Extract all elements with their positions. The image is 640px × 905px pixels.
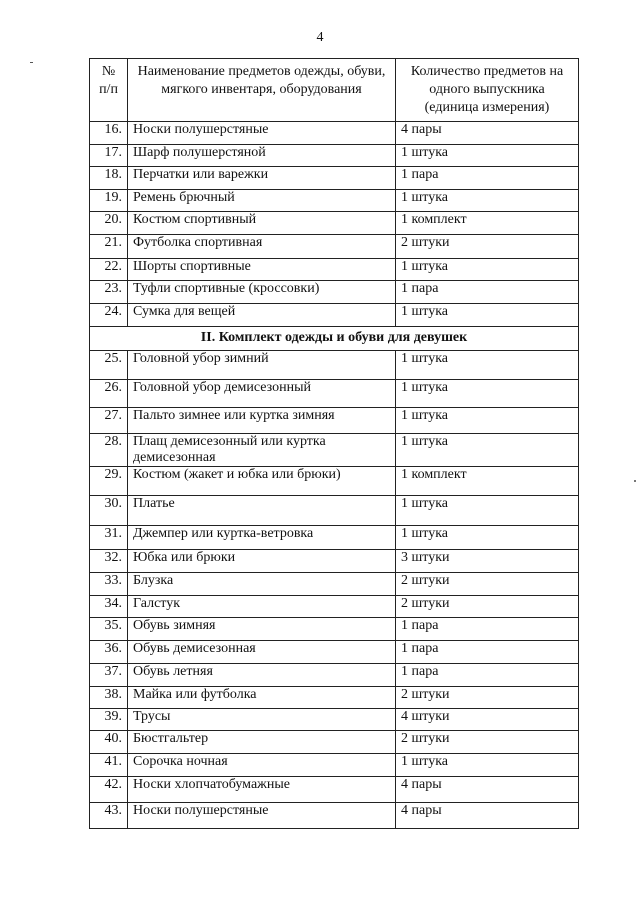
item-name: Майка или футболка [128, 687, 396, 709]
item-qty: 2 штуки [396, 596, 579, 618]
item-name: Юбка или брюки [128, 550, 396, 573]
item-num: 18. [90, 167, 128, 190]
item-qty: 1 штука [396, 408, 579, 434]
item-num: 21. [90, 235, 128, 259]
item-num: 40. [90, 731, 128, 754]
section-title: II. Комплект одежды и обуви для девушек [90, 327, 579, 351]
table-row [90, 122, 579, 145]
item-name: Костюм (жакет и юбка или брюки) [128, 467, 396, 496]
table-row [90, 709, 579, 731]
table-row [90, 190, 579, 212]
clothing-items-table [89, 58, 579, 829]
item-num: 37. [90, 664, 128, 687]
table-row [90, 259, 579, 281]
item-name: Носки хлопчатобумажные [128, 777, 396, 803]
item-qty: 2 штуки [396, 235, 579, 259]
item-name: Носки полушерстяные [128, 803, 396, 829]
table-row [90, 496, 579, 526]
item-qty: 1 штука [396, 526, 579, 550]
item-qty: 1 штука [396, 754, 579, 777]
item-name: Трусы [128, 709, 396, 731]
item-num: 25. [90, 351, 128, 380]
item-name: Платье [128, 496, 396, 526]
item-qty: 1 штука [396, 380, 579, 408]
item-qty: 2 штуки [396, 687, 579, 709]
item-qty: 3 штуки [396, 550, 579, 573]
item-qty: 1 штука [396, 190, 579, 212]
item-qty: 4 штуки [396, 709, 579, 731]
table-row [90, 467, 579, 496]
item-num: 31. [90, 526, 128, 550]
item-num: 29. [90, 467, 128, 496]
scan-mark [30, 62, 33, 63]
table-row [90, 731, 579, 754]
table-row [90, 596, 579, 618]
item-num: 36. [90, 641, 128, 664]
item-num: 23. [90, 281, 128, 304]
item-name: Футболка спортивная [128, 235, 396, 259]
table-row [90, 641, 579, 664]
table-row [90, 803, 579, 829]
table-row [90, 145, 579, 167]
item-num: 16. [90, 122, 128, 145]
table-row [90, 281, 579, 304]
item-qty: 1 комплект [396, 212, 579, 235]
item-name: Головной убор демисезонный [128, 380, 396, 408]
header-qty: Количество предметов на одного выпускника (единица измерения) [396, 59, 579, 122]
item-qty: 1 штука [396, 304, 579, 327]
table-row [90, 573, 579, 596]
item-num: 30. [90, 496, 128, 526]
item-num: 34. [90, 596, 128, 618]
item-name: Галстук [128, 596, 396, 618]
item-qty: 1 пара [396, 664, 579, 687]
item-qty: 1 комплект [396, 467, 579, 496]
table-body [90, 122, 579, 829]
table-row [90, 434, 579, 467]
table-row [90, 526, 579, 550]
table-row [90, 550, 579, 573]
item-num: 20. [90, 212, 128, 235]
item-num: 43. [90, 803, 128, 829]
item-qty: 1 пара [396, 618, 579, 641]
item-qty: 4 пары [396, 803, 579, 829]
item-num: 39. [90, 709, 128, 731]
item-qty: 4 пары [396, 122, 579, 145]
item-num: 28. [90, 434, 128, 467]
table-row [90, 380, 579, 408]
item-num: 42. [90, 777, 128, 803]
table-header-row [90, 59, 579, 122]
item-name: Шарф полушерстяной [128, 145, 396, 167]
header-name: Наименование предметов одежды, обуви, мягкого инвентаря, оборудования [128, 59, 396, 122]
item-name: Сорочка ночная [128, 754, 396, 777]
item-num: 32. [90, 550, 128, 573]
item-qty: 1 штука [396, 259, 579, 281]
table-row [90, 754, 579, 777]
item-name: Бюстгальтер [128, 731, 396, 754]
table-row [90, 618, 579, 641]
table-row [90, 235, 579, 259]
item-qty: 1 штука [396, 145, 579, 167]
item-num: 27. [90, 408, 128, 434]
item-num: 33. [90, 573, 128, 596]
item-name: Сумка для вещей [128, 304, 396, 327]
table-row [90, 304, 579, 327]
item-name: Носки полушерстяные [128, 122, 396, 145]
table-row [90, 777, 579, 803]
item-num: 17. [90, 145, 128, 167]
item-qty: 4 пары [396, 777, 579, 803]
item-qty: 1 штука [396, 434, 579, 467]
item-num: 24. [90, 304, 128, 327]
item-num: 35. [90, 618, 128, 641]
item-qty: 1 штука [396, 351, 579, 380]
item-qty: 1 пара [396, 641, 579, 664]
scan-mark [634, 480, 636, 482]
section-row [90, 327, 579, 351]
item-name: Блузка [128, 573, 396, 596]
item-qty: 1 штука [396, 496, 579, 526]
item-name: Пальто зимнее или куртка зимняя [128, 408, 396, 434]
table-row [90, 408, 579, 434]
item-name: Шорты спортивные [128, 259, 396, 281]
item-name: Джемпер или куртка-ветровка [128, 526, 396, 550]
page-number: 4 [316, 30, 324, 45]
table-row [90, 351, 579, 380]
item-name: Ремень брючный [128, 190, 396, 212]
item-qty: 2 штуки [396, 731, 579, 754]
item-name: Туфли спортивные (кроссовки) [128, 281, 396, 304]
item-num: 22. [90, 259, 128, 281]
item-name: Перчатки или варежки [128, 167, 396, 190]
item-name: Обувь летняя [128, 664, 396, 687]
item-name: Обувь демисезонная [128, 641, 396, 664]
table-row [90, 687, 579, 709]
item-qty: 2 штуки [396, 573, 579, 596]
item-qty: 1 пара [396, 167, 579, 190]
header-num: № п/п [90, 59, 128, 122]
table-row [90, 212, 579, 235]
item-name: Головной убор зимний [128, 351, 396, 380]
item-qty: 1 пара [396, 281, 579, 304]
item-name: Костюм спортивный [128, 212, 396, 235]
table-row [90, 167, 579, 190]
item-num: 41. [90, 754, 128, 777]
item-name: Обувь зимняя [128, 618, 396, 641]
item-num: 19. [90, 190, 128, 212]
item-name: Плащ демисезонный или куртка демисезонная [128, 434, 396, 467]
item-num: 26. [90, 380, 128, 408]
item-num: 38. [90, 687, 128, 709]
table-row [90, 664, 579, 687]
